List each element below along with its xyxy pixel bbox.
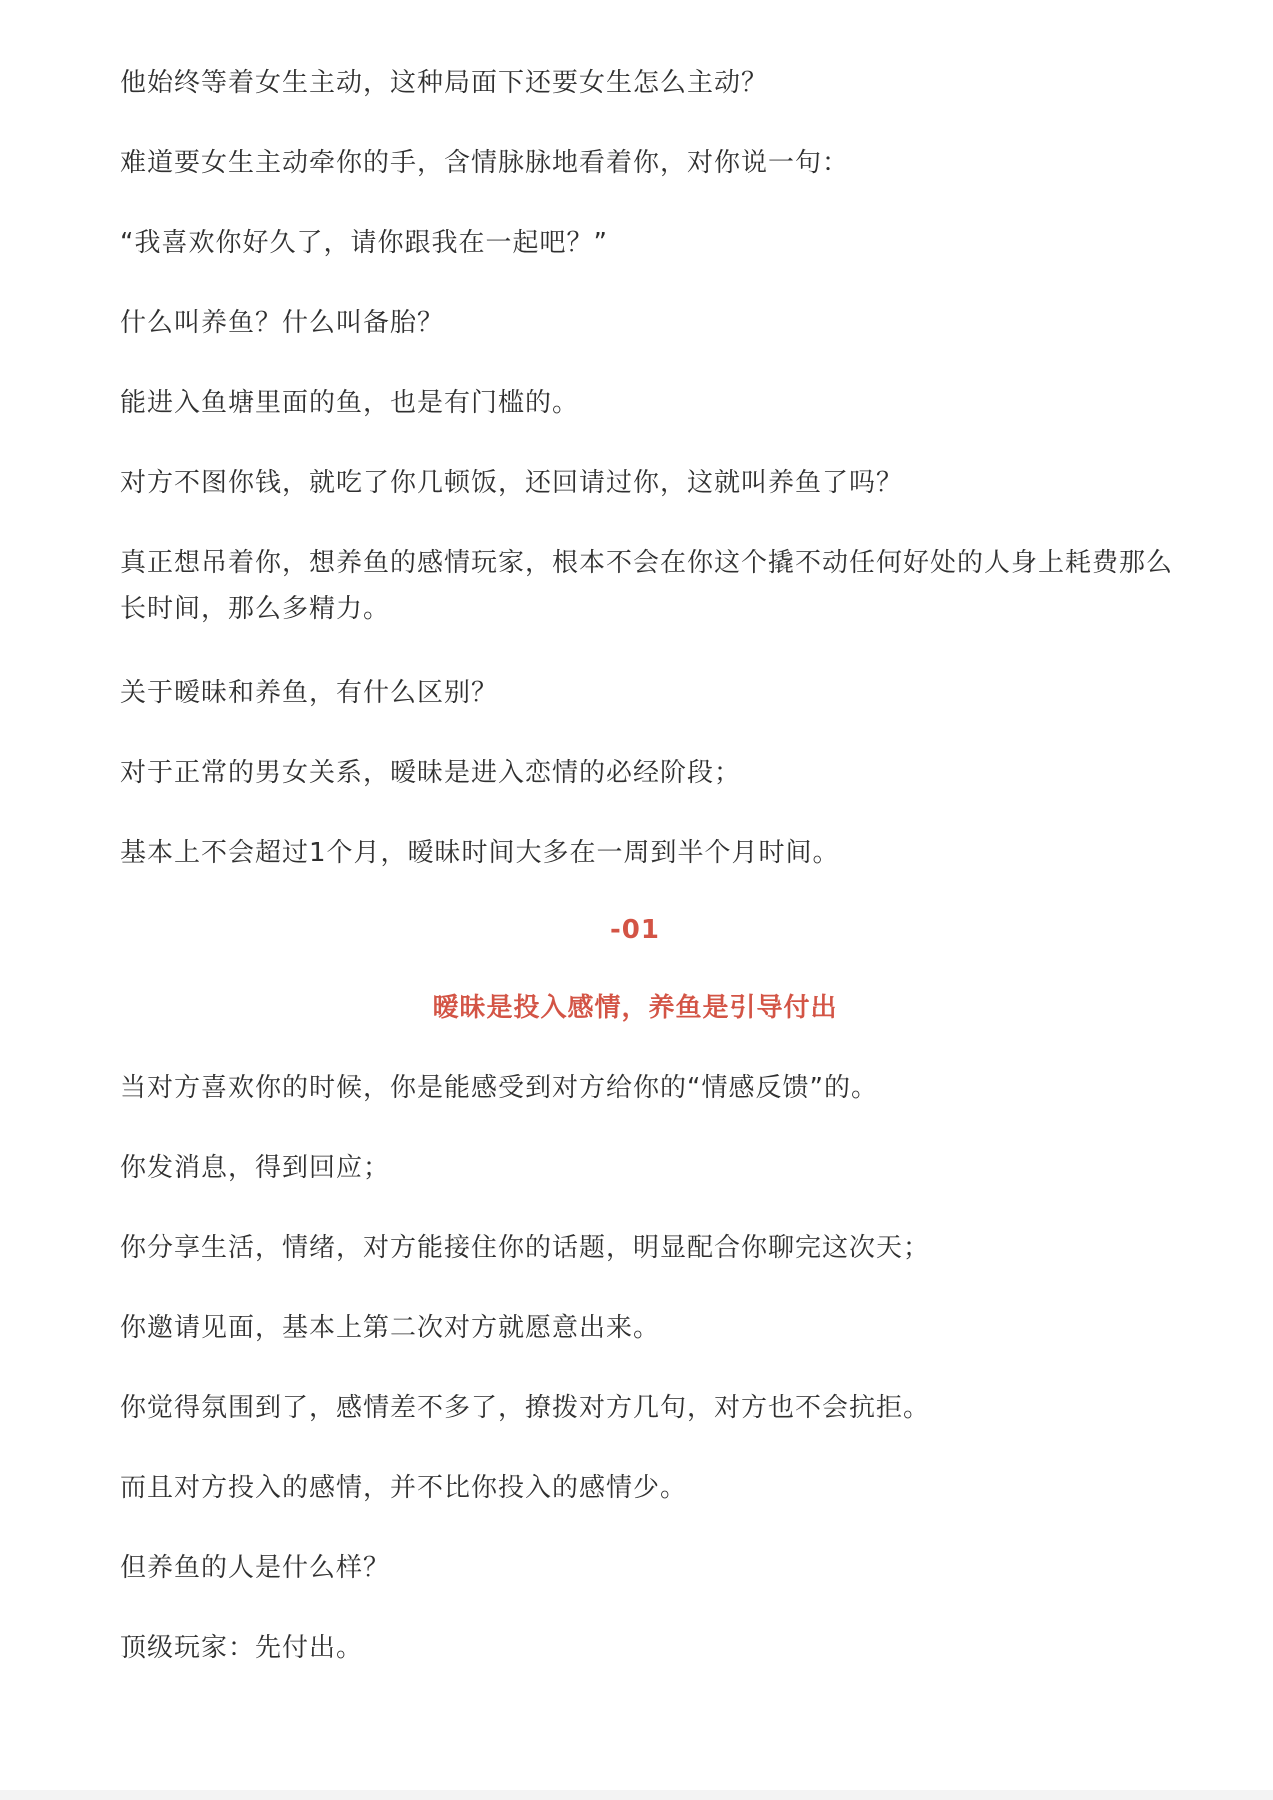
paragraph: 什么叫养鱼？什么叫备胎？ <box>120 308 445 338</box>
bottom-divider <box>0 1790 1273 1800</box>
paragraph: 你邀请见面，基本上第二次对方就愿意出来。 <box>120 1313 661 1343</box>
paragraph: 真正想吊着你，想养鱼的感情玩家，根本不会在你这个撬不动任何好处的人身上耗费那么长时间，那么多精力。 <box>120 548 1174 624</box>
paragraph: 对方不图你钱，就吃了你几顿饭，还回请过你，这就叫养鱼了吗？ <box>120 468 904 498</box>
paragraph: 你觉得氛围到了，感情差不多了，撩拨对方几句，对方也不会抗拒。 <box>120 1393 931 1423</box>
section-number: -01 <box>610 915 660 945</box>
paragraph: 关于暧昧和养鱼，有什么区别？ <box>120 678 499 708</box>
quote-paragraph: “我喜欢你好久了，请你跟我在一起吧？” <box>120 228 608 258</box>
paragraph: 对于正常的男女关系，暧昧是进入恋情的必经阶段； <box>120 758 742 788</box>
article-body <box>120 0 1180 1800</box>
section-title: 暧昧是投入感情，养鱼是引导付出 <box>432 993 838 1023</box>
paragraph: 难道要女生主动牵你的手，含情脉脉地看着你，对你说一句： <box>120 148 850 178</box>
paragraph: 你分享生活，情绪，对方能接住你的话题，明显配合你聊完这次天； <box>120 1233 931 1263</box>
paragraph: 当对方喜欢你的时候，你是能感受到对方给你的“情感反馈”的。 <box>120 1073 878 1103</box>
paragraph: 基本上不会超过1个月，暧昧时间大多在一周到半个月时间。 <box>120 838 840 868</box>
paragraph: 他始终等着女生主动，这种局面下还要女生怎么主动？ <box>120 68 769 98</box>
paragraph: 顶级玩家：先付出。 <box>120 1633 364 1663</box>
paragraph: 而且对方投入的感情，并不比你投入的感情少。 <box>120 1473 688 1503</box>
paragraph: 但养鱼的人是什么样？ <box>120 1553 391 1583</box>
paragraph: 能进入鱼塘里面的鱼，也是有门槛的。 <box>120 388 580 418</box>
paragraph: 你发消息，得到回应； <box>120 1153 391 1183</box>
